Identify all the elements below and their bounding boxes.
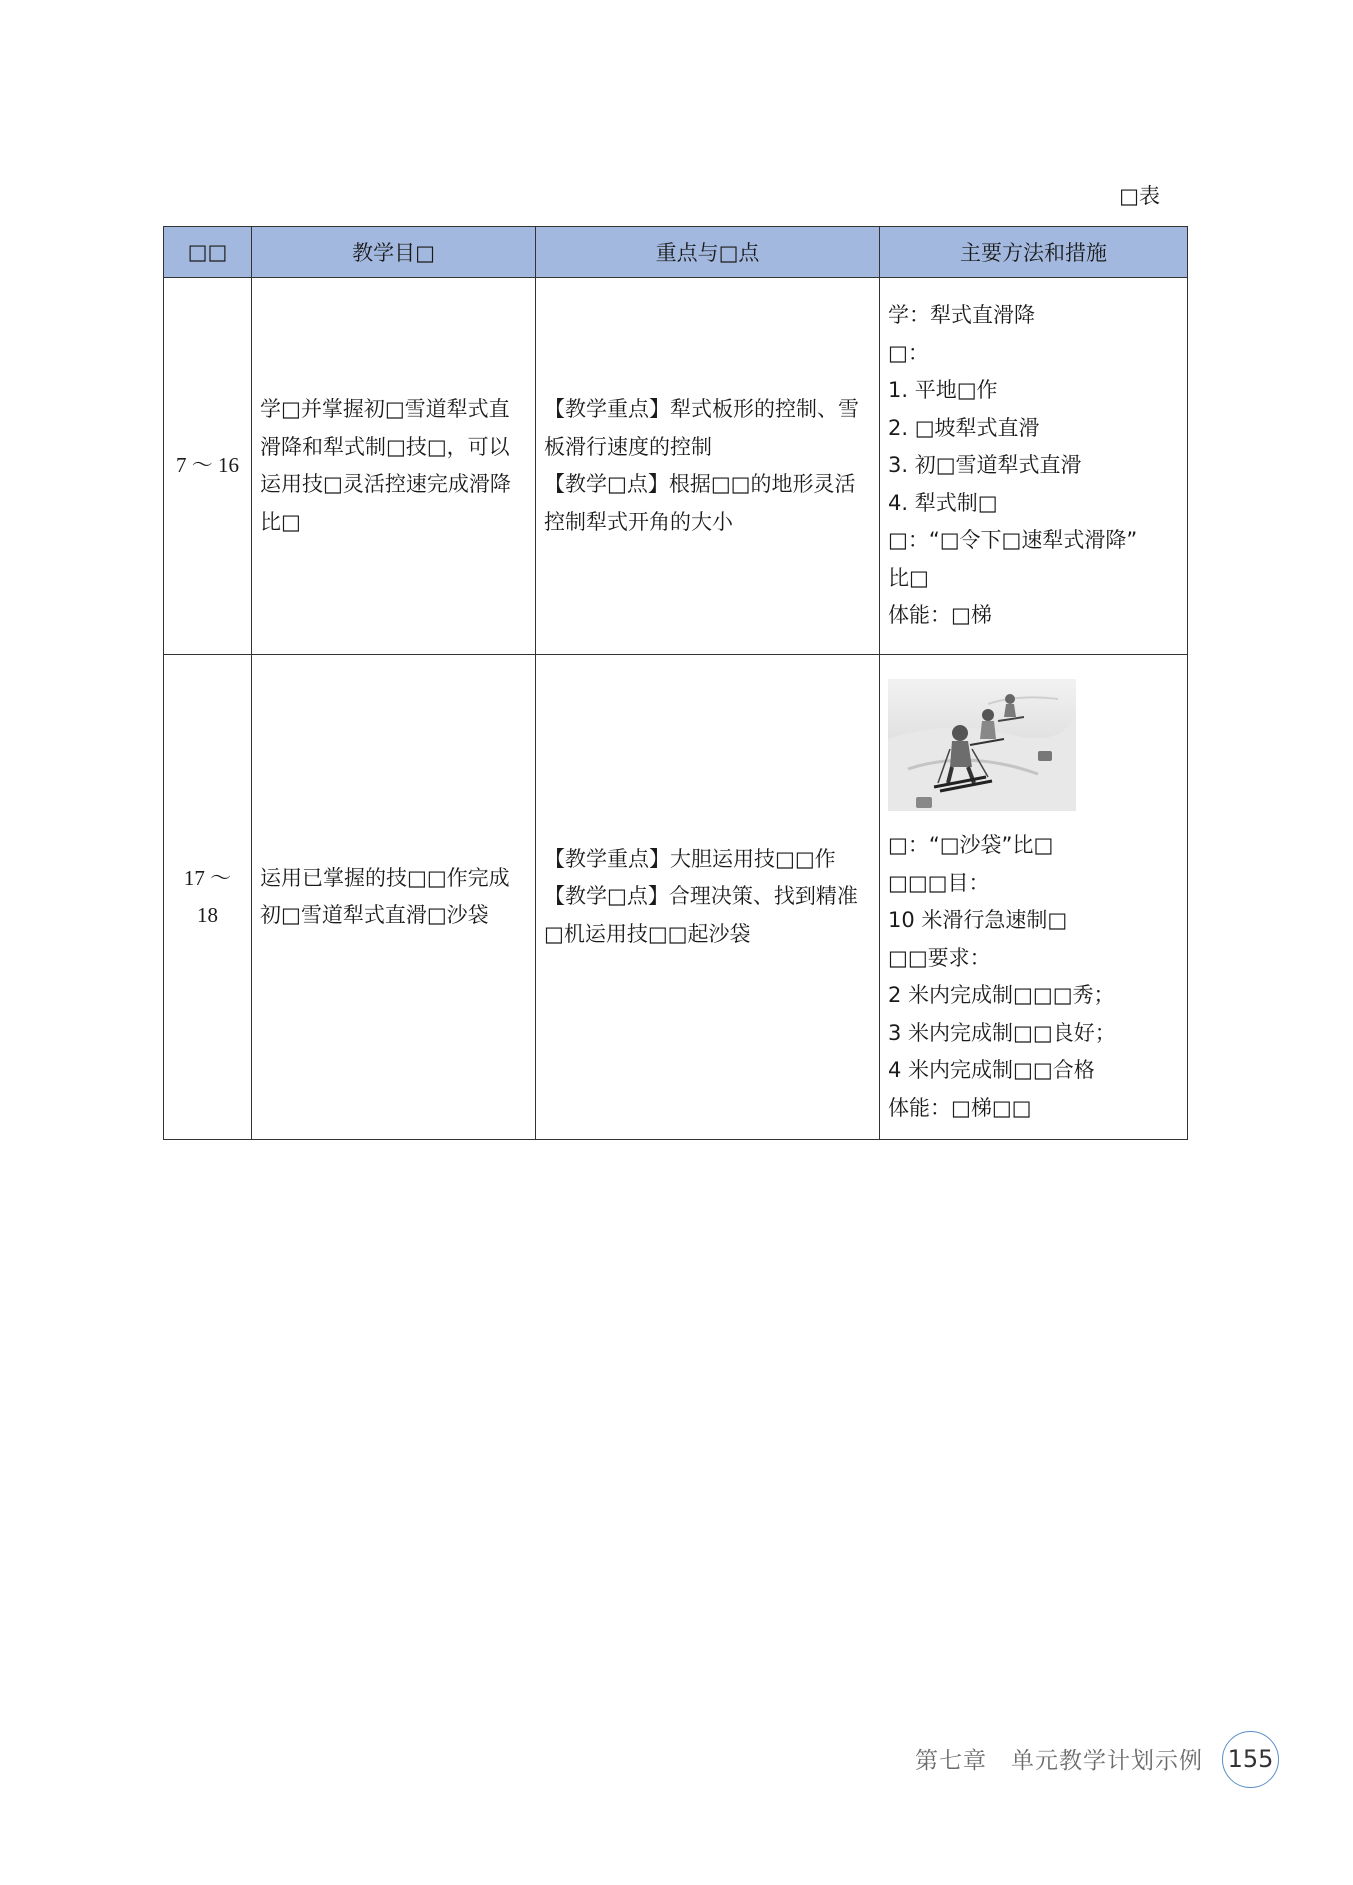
methods-cell (880, 278, 1188, 655)
key-point-line: 【教学重点】大胆运用技□□作 (544, 846, 836, 871)
key-point-line: 板滑行速度的控制 (544, 434, 712, 459)
page-number: 155 (1222, 1731, 1279, 1788)
objective-line: 学□并掌握初□雪道犁式直 (260, 397, 510, 421)
key-point-line: 【教学□点】合理决策、找到精准 (544, 884, 858, 909)
method-line: 4 米内完成制□□合格 (888, 1058, 1095, 1082)
key-point-line: 【教学重点】犁式板形的控制、雪 (544, 397, 859, 421)
lesson-range: 17 ～ 18 (164, 655, 252, 1140)
header-lesson: □□ (164, 227, 252, 278)
method-line: □：“□沙袋”比□ (888, 833, 1054, 857)
objective-cell (252, 655, 536, 1140)
table-header-row (164, 227, 1188, 278)
key-point-line: □机运用技□□起沙袋 (544, 921, 751, 946)
method-line: 体能：□梯□□ (888, 1095, 1032, 1120)
method-line: □： (888, 340, 929, 365)
header-methods: 主要方法和措施 (880, 227, 1188, 278)
method-line: 比□ (888, 565, 929, 590)
method-line: 1. 平地□作 (888, 378, 998, 403)
method-line: 10 米滑行急速制□ (888, 908, 1068, 932)
key-points-cell (536, 655, 880, 1140)
objective-line: 初□雪道犁式直滑□沙袋 (260, 903, 489, 927)
method-line: □：“□令下□速犁式滑降” (888, 528, 1138, 553)
method-line: 2. □坡犁式直滑 (888, 415, 1040, 440)
objective-line: 滑降和犁式制□技□，可以 (260, 434, 510, 459)
lesson-range: 7 ～ 16 (164, 278, 252, 655)
table-row (164, 278, 1188, 655)
method-line: 学：犁式直滑降 (888, 303, 1035, 328)
objective-line: 比□ (260, 509, 301, 534)
skiing-children-illustration (888, 679, 1076, 811)
objective-line: 运用技□灵活控速完成滑降 (260, 472, 511, 496)
key-points-cell (536, 278, 880, 655)
method-line: □□□目： (888, 870, 990, 895)
objective-cell (252, 278, 536, 655)
key-point-line: 【教学□点】根据□□的地形灵活 (544, 472, 856, 496)
method-line: 4. 犁式制□ (888, 490, 998, 515)
method-line: 3 米内完成制□□良好； (888, 1020, 1116, 1045)
method-line: 3. 初□雪道犁式直滑 (888, 453, 1082, 478)
method-line: □□要求： (888, 945, 991, 970)
method-line: 体能：□梯 (888, 603, 992, 628)
table-row (164, 655, 1188, 1140)
unit-plan-table (163, 226, 1188, 1140)
objective-line: 运用已掌握的技□□作完成 (260, 865, 510, 890)
header-key-points: 重点与□点 (536, 227, 880, 278)
table-continued-label: □表 (1119, 184, 1160, 208)
methods-cell (880, 655, 1188, 1140)
header-objective: 教学目□ (252, 227, 536, 278)
chapter-title: 第七章 单元教学计划示例 (915, 1748, 1203, 1774)
key-point-line: 控制犁式开角的大小 (544, 509, 733, 534)
method-line: 2 米内完成制□□□秀； (888, 983, 1115, 1007)
